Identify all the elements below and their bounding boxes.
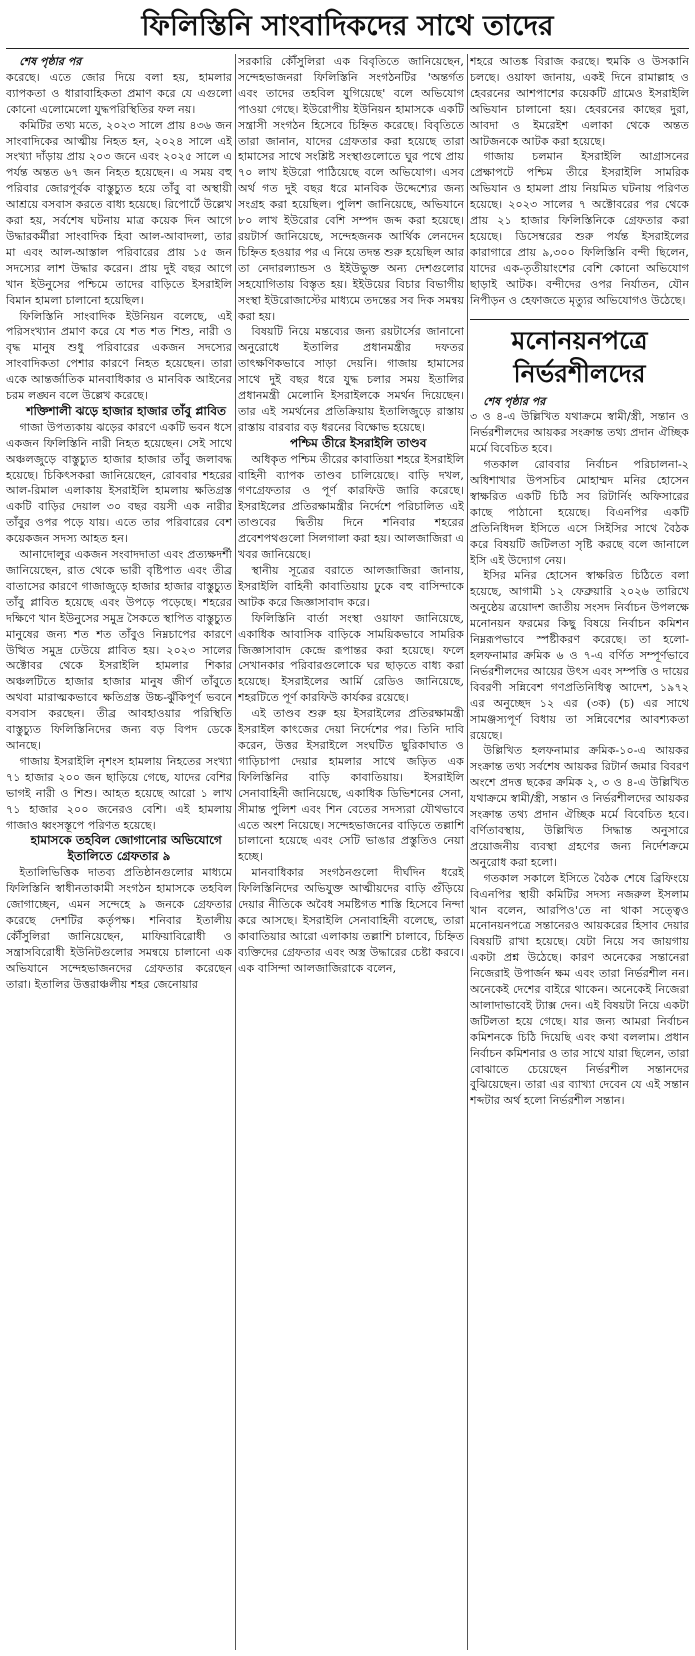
paragraph: গতকাল রোববার নির্বাচন পরিচালনা-২ অধিশাখার উপসচিব মোহাম্মদ মনির হোসেন স্বাক্ষরিত একটি চিঠি সব রিটার্নিং অফিসারের কাছে পাঠানো হয়েছে। বিএনপির একটি প্রতিনিধিদল ইসিতে এসে সিইসির সাথে বৈঠক করে বিষয়টি জটিলতা সৃষ্টি করছে বলে জানালে ইসি এই উদ্যোগ নেয়।	[470, 458, 689, 567]
paragraph: ইসির মনির হোসেন স্বাক্ষরিত চিঠিতে বলা হয়েছে, আগামী ১২ ফেব্রুয়ারি ২০২৬ তারিখে অনুষ্ঠেয় ত্রয়োদশ জাতীয় সংসদ নির্বাচন উপলক্ষে মনোনয়ন ফরমের কিছু বিষয়ে নির্বাচন কমিশন নিম্নরূপভাবে স্পষ্টীকরণ করেছে। তা হলো- হলফনামার ক্রমিক ৬ ও ৭-এ বর্ণিত সম্পূর্ণভাবে নির্ভরশীলদের আয়ের উৎস এবং সম্পত্তি ও দায়ের বিবরণী সন্নিবেশ গণপ্রতিনিধিত্ব আদেশ, ১৯৭২ এর অনুচ্ছেদ ১২ এর (৩ক) (চ) এর সাথে সামঞ্জস্যপূর্ণ বিধায় তা সন্নিবেশের আবশ্যকতা রয়েছে।	[470, 569, 689, 742]
subheading: হামাসকে তহবিল জোগানোর অভিযোগে ইতালিতে গ্রেফতার ৯	[30, 833, 222, 864]
paragraph: অধিকৃত পশ্চিম তীরের কাবাতিয়া শহরে ইসরাইলি বাহিনী ব্যাপক তাণ্ডব চালিয়েছে। বাড়ি দখল, গণগ্রেফতার ও পূর্ণ কারফিউ জারি করেছে। ইসরাইলের প্রতিরক্ষামন্ত্রীর নির্দেশে পরিচালিত এই তাণ্ডবের দ্বিতীয় দিনে শনিবার শহরের প্রবেশপথগুলো সিলগালা করা হয়। আলজাজিরা এ খবর জানিয়েছে।	[238, 452, 464, 562]
column-rule	[235, 54, 236, 1650]
paragraph: ফিলিস্তিনি বার্তা সংস্থা ওয়াফা জানিয়েছে, একাধিক আবাসিক বাড়িকে সাময়িকভাবে সামরিক জিজ্ঞাসাবাদ কেন্দ্রে রূপান্তর করা হয়েছে। ফলে সেখানকার পরিবারগুলোকে ঘর ছাড়তে বাধ্য করা হয়েছে। ইসরাইলের আর্মি রেডিও জানিয়েছে, শহরটিতে পূর্ণ কারফিউ কার্যকর রয়েছে।	[238, 611, 464, 705]
main-headline: ফিলিস্তিনি সাংবাদিকদের সাথে তাদের	[6, 4, 689, 49]
column-3	[470, 54, 689, 1650]
paragraph: ইতালিভিত্তিক দাতব্য প্রতিষ্ঠানগুলোর মাধ্যমে ফিলিস্তিনি স্বাধীনতাকামী সংগঠন হামাসকে তহবিল জোগাচ্ছেন, এমন সন্দেহে ৯ জনকে গ্রেফতার করেছে দেশটির কর্তৃপক্ষ। শনিবার ইতালীয় কৌঁসুলিরা জানিয়েছেন, মাফিয়াবিরোধী ও সন্ত্রাসবিরোধী ইউনিটগুলোর সমন্বয়ে চালানো এক অভিযানে সন্দেহভাজনদের গ্রেফতার করেছেন তারা। ইতালির উত্তরাঞ্চলীয় শহর জেনোয়ার	[6, 866, 232, 991]
paragraph: গাজায় চলমান ইসরাইলি আগ্রাসনের প্রেক্ষাপটে পশ্চিম তীরে ইসরাইলি সামরিক অভিযান ও হামলা প্রায় নিয়মিত ঘটনায় পরিণত হয়েছে। ২০২৩ সালের ৭ অক্টোবরের পর থেকে প্রায় ২১ হাজার ফিলিস্তিনিকে গ্রেফতার করা হয়েছে। ডিসেম্বরের শুরু পর্যন্ত ইসরাইলের কারাগারে প্রায় ৯,৩০০ ফিলিস্তিনি বন্দী ছিলেন, যাদের এক-তৃতীয়াংশের বেশি কোনো অভিযোগ ছাড়াই আটক। বন্দীদের ওপর নির্যাতন, যৌন নিপীড়ন ও হেফাজতে মৃত্যুর অভিযোগও উঠেছে।	[470, 150, 689, 307]
paragraph: কমিটির তথ্য মতে, ২০২৩ সালে প্রায় ৪৩৬ জন সাংবাদিকের আত্মীয় নিহত হন, ২০২৪ সালে এই সংখ্যা দাঁড়ায় প্রায় ২০৩ জনে এবং ২০২৫ সালে এ পর্যন্ত অন্তত ৬৭ জন নিহত হয়েছেন। এ সময় বহু পরিবার জোরপূর্বক বাস্তুচ্যুত হয়ে তাঁবু বা অস্থায়ী আশ্রয়ে বসবাস করতে বাধ্য হয়েছে। রিপোর্টে উল্লেখ করা হয়, সর্বশেষ ঘটনায় মাত্র কয়েক দিন আগে উদ্ধারকর্মীরা সাংবাদিক হিবা আল-আবাদলা, তার মা এবং আল-আস্তাল পরিবারের প্রায় ১৫ জন সদস্যের লাশ উদ্ধার করেন। প্রায় দুই বছর আগে খান ইউনুসের পশ্চিমে তাদের বাড়িতে ইসরাইলি বিমান হামলা চালানো হয়েছিল।	[6, 118, 232, 307]
paragraph: স্থানীয় সূত্রের বরাতে আলজাজিরা জানায়, ইসরাইলি বাহিনী কাবাতিয়ায় ঢুকে বহু বাসিন্দাকে আটক করে জিজ্ঞাসাবাদ করে।	[238, 564, 464, 609]
column-2	[238, 54, 464, 1650]
second-headline: মনোনয়নপত্রে নির্ভরশীলদের	[470, 319, 689, 390]
paragraph: ফিলিস্তিনি সাংবাদিক ইউনিয়ন বলেছে, এই পরিসংখ্যান প্রমাণ করে যে শত শত শিশু, নারী ও বৃদ্ধ মানুষ শুধু পরিবারের একজন সদস্যের সাংবাদিকতা পেশার কারণে নিহত হয়েছেন। তারা একে আন্তর্জাতিক মানবাধিকার ও মানবিক আইনের চরম লঙ্ঘন বলে উল্লেখ করেছে।	[6, 309, 232, 403]
paragraph: গাজায় ইসরাইলি নৃশংস হামলায় নিহতের সংখ্যা ৭১ হাজার ২০০ জন ছাড়িয়ে গেছে, যাদের বেশির ভাগই নারী ও শিশু। আহত হয়েছে আরো ১ লাখ ৭১ হাজার ২০০ জনেরও বেশি। এই হামলায় গাজাও ধ্বংসস্তূপে পরিণত হয়েছে।	[6, 754, 232, 832]
paragraph: মানবাধিকার সংগঠনগুলো দীর্ঘদিন ধরেই ফিলিস্তিনিদের অভিযুক্ত আত্মীয়দের বাড়ি গুঁড়িয়ে দেয়ার নীতিকে অবৈধ সমষ্টিগত শাস্তি হিসেবে নিন্দা করে আসছে। ইসরাইলি সেনাবাহিনী বলেছে, তারা কাবাতিয়ার আরো এলাকায় তল্লাশি চালাবে, চিহ্নিত ব্যক্তিদের গ্রেফতার এবং অস্ত্র উদ্ধারের চেষ্টা করবে। এক বাসিন্দা আলজাজিরাকে বলেন,	[238, 866, 464, 975]
dateline: শেষ পৃষ্ঠার পর	[19, 55, 82, 68]
paragraph: শহরে আতঙ্ক বিরাজ করছে। হুমকি ও উসকানি চলছে। ওয়াফা জানায়, একই দিনে রামাল্লাহ ও হেবরনের আশপাশের কয়েকটি গ্রামেও ইসরাইলি অভিযান চালানো হয়। হেবরনের কাছের দুরা, আবদা ও ইমরেইশ এলাকা থেকে অন্তত আটজনকে আটক করা হয়েছে।	[470, 55, 689, 148]
paragraph: ৩ ও ৪-এ উল্লিখিত যথাক্রমে স্বামী/স্ত্রী, সন্তান ও নির্ভরশীলদের আয়কর সংক্রান্ত তথ্য প্রদান ঐচ্ছিক মর্মে বিবেচিত হবে।	[470, 410, 689, 456]
paragraph: আনাদোলুর একজন সংবাদদাতা এবং প্রত্যক্ষদর্শী জানিয়েছেন, রাত থেকে ভারী বৃষ্টিপাত এবং তীব্র বাতাসের কারণে গাজাজুড়ে হাজার হাজার বাস্তুচ্যুত তাঁবু প্লাবিত হয়েছে এবং উপড়ে পড়েছে। শহরের দক্ষিণে খান ইউনুসের সমুদ্র সৈকতে স্থাপিত বাস্তুচ্যুত মানুষের জন্য শত শত তাঁবুও নিম্নচাপের কারণে উত্থিত সমুদ্র ঢেউয়ে প্লাবিত হয়। ২০২৩ সালের অক্টোবর থেকে ইসরাইলি হামলার শিকার অঞ্চলটিতে হাজার হাজার মানুষ জীর্ণ তাঁবুতে অথবা মারাত্মকভাবে ক্ষতিগ্রস্ত উচ্চ-ঝুঁকিপূর্ণ ভবনে বসবাস করছেন। তীব্র আবহাওয়ার পরিস্থিতি বাস্তুচ্যুত ফিলিস্তিনিদের জন্য বড় বিপদ ডেকে আনছে।	[6, 548, 232, 752]
paragraph: গতকাল সকালে ইসিতে বৈঠক শেষে ব্রিফিংয়ে বিএনপির স্থায়ী কমিটির সদস্য নজরুল ইসলাম খান বলেন, আরপিও'তে না থাকা সত্ত্বেও মনোনয়নপত্রে সন্তানেরও আয়করের হিসাব দেয়ার বিষয়টি রাখা হয়েছে। যেটা নিয়ে সব জায়গায় একটা প্রশ্ন উঠেছে। কারণ অনেকের সন্তানেরা নিজেরাই উপার্জন ক্ষম এবং তারা নির্ভরশীল নন। অনেকেই দেশের বাইরে থাকেন। অনেকেই নিজেরা আলাদাভাবেই ট্যাক্স দেন। এই বিষয়টা নিয়ে একটা জটিলতা হয়ে গেছে। যার জন্য আমরা নির্বাচন কমিশনকে চিঠি দিয়েছি এবং কথা বললাম। প্রধান নির্বাচন কমিশনার ও তার সাথে যারা ছিলেন, তারা বোঝাতে চেয়েছেন নির্ভরশীল সন্তানদের বুঝিয়েছেন। তারা এর ব্যাখ্যা দেবেন যে এই সন্তান শব্দটার অর্থ হলো নির্ভরশীল সন্তান।	[470, 871, 689, 1108]
column-1	[6, 54, 232, 1650]
dateline: শেষ পৃষ্ঠার পর	[483, 394, 546, 408]
column-rule	[467, 54, 468, 1650]
subheading: শক্তিশালী ঝড়ে হাজার হাজার তাঁবু প্লাবিত	[26, 403, 227, 418]
paragraph: বিষয়টি নিয়ে মন্তব্যের জন্য রয়টার্সের জানানো অনুরোধে ইতালির প্রধানমন্ত্রীর দফতর তাৎক্ষণিকভাবে সাড়া দেয়নি। গাজায় হামাসের সাথে দুই বছর ধরে যুদ্ধ চলার সময় ইতালির প্রধানমন্ত্রী মেলোনি ইসরাইলকে সমর্থন দিয়েছেন। তার এই সমর্থনের প্রতিক্রিয়ায় ইতালিজুড়ে রাস্তায় রাস্তায় বারবার বড় ধরনের বিক্ষোভ হয়েছে।	[238, 325, 464, 434]
paragraph: উল্লিখিত হলফনামার ক্রমিক-১০-এ আয়কর সংক্রান্ত তথ্য সর্বশেষ আয়কর রিটার্ন জমার বিবরণ অংশে প্রদত্ত ছকের ক্রমিক ২, ৩ ও ৪-এ উল্লিখিত যথাক্রমে স্বামী/স্ত্রী, সন্তান ও নির্ভরশীলদের আয়কর সংক্রান্ত তথ্য প্রদান ঐচ্ছিক মর্মে বিবেচিত হবে। বর্ণিতাবস্থায়, উল্লিখিত সিদ্ধান্ত অনুসারে প্রয়োজনীয় ব্যবস্থা গ্রহণের জন্য নির্দেশক্রমে অনুরোধ করা হলো।	[470, 744, 689, 869]
paragraph: গাজা উপত্যকায় ঝড়ের কারণে একটি ভবন ধসে একজন ফিলিস্তিনি নারী নিহত হয়েছেন। সেই সাথে অঞ্চলজুড়ে বাস্তুচ্যুত হাজার হাজার তাঁবু জলাবদ্ধ হয়েছে। চিকিৎসকরা জানিয়েছেন, রোববার শহরের আল-রিমাল এলাকায় ইসরাইলি হামলায় ক্ষতিগ্রস্ত একটি বাড়ির দেয়াল ৩০ বছর বয়সী এক নারীর তাঁবুর ওপর পড়ে যায়। এতে তার পরিবারের বেশ কয়েকজন সদস্য আহত হন।	[6, 420, 232, 546]
paragraph: এই তাণ্ডব শুরু হয় ইসরাইলের প্রতিরক্ষামন্ত্রী ইসরাইল কাৎজের দেয়া নির্দেশের পর। তিনি দাবি করেন, উত্তর ইসরাইলে সংঘটিত ছুরিকাঘাত ও গাড়িচাপা দেয়ার হামলার সাথে জড়িত এক ফিলিস্তিনির বাড়ি কাবাতিয়ায়। ইসরাইলি সেনাবাহিনী জানিয়েছে, একাধিক ডিভিশনের সেনা, সীমান্ত পুলিশ এবং শিন বেতের সদস্যরা যৌথভাবে এতে অংশ নিয়েছে। সন্দেহভাজনের বাড়িতে তল্লাশি চালানো হয়েছে এবং সেটি ভাঙার প্রস্তুতিও নেয়া হচ্ছে।	[238, 707, 464, 864]
paragraph: সরকারি কৌঁসুলিরা এক বিবৃতিতে জানিয়েছেন, সন্দেহভাজনরা ফিলিস্তিনি সংগঠনটির 'অন্তর্গত এবং তাদের তহবিল যুগিয়েছে' বলে অভিযোগ পাওয়া গেছে। ইউরোপীয় ইউনিয়ন হামাসকে একটি সন্ত্রাসী সংগঠন হিসেবে চিহ্নিত করেছে। বিবৃতিতে তারা জানান, যাদের গ্রেফতার করা হয়েছে তারা হামাসের সাথে সংশ্লিষ্ট সংস্থাগুলোতে ঘুর পথে প্রায় ৭০ লাখ ইউরো পাঠিয়েছে বলে অভিযোগ। এসব অর্থ গত দুই বছর ধরে মানবিক উদ্দেশ্যের জন্য সংগ্রহ করা হয়েছিল। পুলিশ জানিয়েছে, অভিযানে ৮০ লাখ ইউরোর বেশি সম্পদ জব্দ করা হয়েছে। রয়টার্স জানিয়েছে, সন্দেহজনক আর্থিক লেনদেন চিহ্নিত হওয়ার পর এ নিয়ে তদন্ত শুরু হয়েছিল আর তা নেদারল্যান্ডস ও ইইউভুক্ত অন্য দেশগুলোর সহযোগিতায় বিস্তৃত হয়। ইইউয়ের বিচার বিভাগীয় সংস্থা ইউরোজাস্টের মাধ্যমে তদন্তের সব দিক সমন্বয় করা হয়।	[238, 55, 464, 323]
paragraph: করেছে। এতে জোর দিয়ে বলা হয়, হামলার ব্যাপকতা ও ধারাবাহিকতা প্রমাণ করে যে এগুলো কোনো এলোমেলো যুদ্ধপরিস্থিতির ফল নয়।	[6, 70, 232, 116]
newspaper-page	[6, 4, 689, 1654]
subheading: পশ্চিম তীরে ইসরাইলি তাণ্ডব	[290, 435, 427, 450]
